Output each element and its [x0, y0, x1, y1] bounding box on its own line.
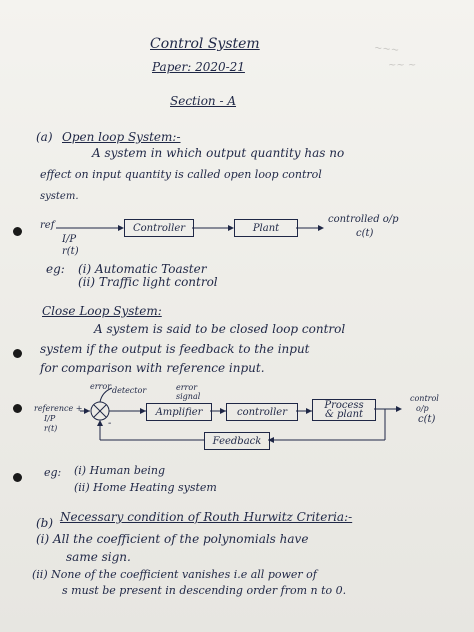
bleed-through-text: ~~~ [373, 42, 400, 57]
error-signal-label-1: error [176, 383, 198, 392]
plant-label: & plant [324, 409, 364, 420]
routh-condition: s must be present in descending order from n to 0. [62, 584, 347, 597]
open-loop-eg: eg: [46, 262, 65, 276]
open-loop-output-ct: c(t) [356, 228, 374, 239]
page-title: Control System [150, 36, 260, 52]
process-plant-block [312, 399, 376, 421]
open-loop-plant-block: Plant [234, 219, 298, 237]
open-loop-rt-label: r(t) [62, 246, 79, 257]
close-loop-eg: eg: [44, 466, 62, 479]
process-label: Process [324, 400, 364, 411]
open-loop-heading: Open loop System:- [62, 130, 181, 144]
control-output-label: control [410, 394, 439, 403]
error-detector-label-1: error [90, 382, 112, 391]
part-b-label: (b) [36, 516, 54, 530]
reference-input-label: reference + [34, 404, 83, 413]
open-loop-ref-label: ref [40, 220, 55, 231]
feedback-block: Feedback [204, 432, 270, 450]
open-loop-controller-block: Controller [124, 219, 194, 237]
open-loop-example: (i) Automatic Toaster [78, 262, 207, 276]
minus-sign: - [108, 418, 112, 429]
routh-condition: same sign. [66, 550, 131, 564]
open-loop-definition: A system in which output quantity has no [92, 146, 345, 160]
error-detector-label-2: detector [112, 386, 147, 395]
control-output-ct: c(t) [418, 414, 436, 425]
open-loop-definition: effect on input quantity is called open loop control [40, 168, 322, 181]
error-signal-label-2: signal [176, 392, 201, 401]
section-heading: Section - A [170, 94, 237, 108]
open-loop-ip-label: I/P [62, 234, 77, 245]
controller-block: controller [226, 403, 298, 421]
reference-rt-label: r(t) [44, 424, 58, 433]
close-loop-example: (ii) Home Heating system [74, 481, 217, 494]
paper-label: Paper: 2020-21 [152, 60, 245, 74]
close-loop-heading: Close Loop System: [42, 304, 162, 318]
close-loop-definition: for comparison with reference input. [40, 361, 265, 375]
amplifier-block: Amplifier [146, 403, 212, 421]
close-loop-definition: system if the output is feedback to the input [40, 342, 310, 356]
open-loop-definition: system. [40, 191, 79, 202]
close-loop-definition: A system is said to be closed loop control [94, 322, 346, 336]
routh-condition: (ii) None of the coefficient vanishes i.e all power of [32, 568, 317, 581]
open-loop-example: (ii) Traffic light control [78, 275, 218, 289]
routh-hurwitz-heading: Necessary condition of Routh Hurwitz Criteria:- [60, 510, 353, 524]
routh-condition: (i) All the coefficient of the polynomials have [36, 532, 309, 546]
bleed-through-text: ~~ ~ [388, 60, 417, 71]
close-loop-example: (i) Human being [74, 464, 166, 477]
open-loop-output-label: controlled o/p [328, 214, 399, 225]
part-a-label: (a) [36, 130, 53, 144]
reference-ip-label: I/P [44, 414, 56, 423]
control-output-op: o/p [416, 404, 429, 413]
